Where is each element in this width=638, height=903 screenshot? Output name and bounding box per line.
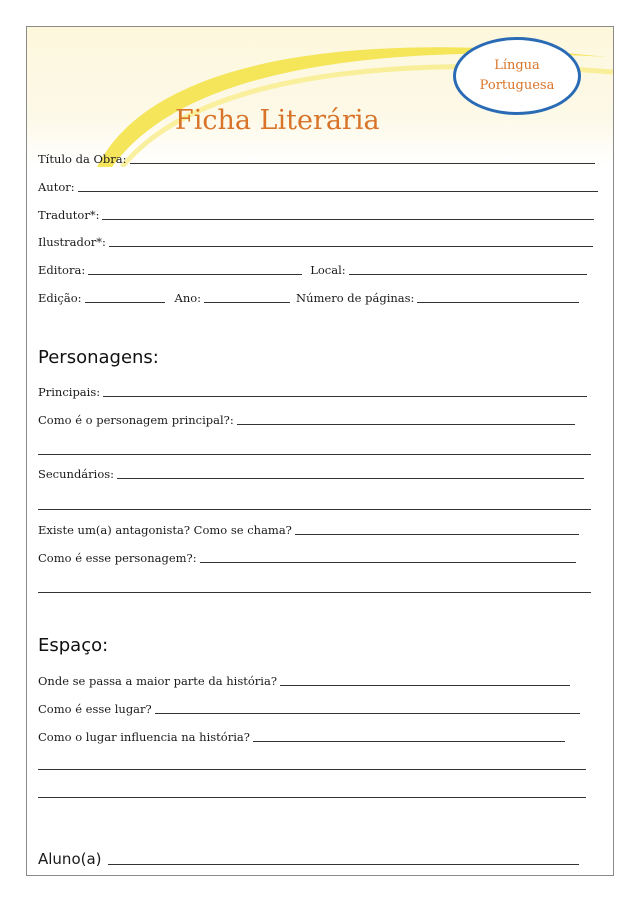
field-tradutor	[38, 208, 594, 222]
field-titulo-line[interactable]	[130, 163, 595, 164]
field-como-lugar-line[interactable]	[155, 713, 580, 714]
field-principais-line[interactable]	[103, 396, 587, 397]
field-secundarios-line[interactable]	[117, 478, 584, 479]
badge-line-1: Língua	[494, 58, 540, 73]
field-edicao-label: Edição:	[38, 291, 82, 305]
field-tradutor-line[interactable]	[102, 219, 594, 220]
field-como-esse-label: Como é esse personagem?:	[38, 551, 197, 565]
field-titulo-label: Título da Obra:	[38, 152, 127, 166]
field-antagonista	[38, 523, 579, 537]
field-onde	[38, 674, 570, 688]
field-aluno-line[interactable]	[108, 864, 579, 865]
field-secundarios	[38, 467, 584, 481]
field-autor	[38, 180, 598, 194]
field-ilustrador-line[interactable]	[109, 246, 593, 247]
field-titulo	[38, 152, 595, 166]
badge-line-2: Portuguesa	[479, 78, 555, 93]
field-como-lugar	[38, 702, 580, 716]
subject-badge	[453, 37, 581, 115]
field-tradutor-label: Tradutor*:	[38, 208, 100, 222]
field-principais	[38, 385, 587, 399]
field-autor-line[interactable]	[78, 191, 598, 192]
field-ilustrador	[38, 235, 593, 249]
field-como-lugar-label: Como é esse lugar?	[38, 702, 152, 716]
field-paginas-line[interactable]	[417, 302, 579, 303]
field-local-label: Local:	[310, 263, 346, 277]
field-editora-label: Editora:	[38, 263, 86, 277]
section-espaco-heading: Espaço:	[38, 635, 109, 656]
field-paginas-label: Número de páginas:	[296, 291, 415, 305]
field-ano-line[interactable]	[204, 302, 290, 303]
field-principais-label: Principais:	[38, 385, 101, 399]
blank-line-5[interactable]	[38, 797, 586, 798]
field-edicao-line[interactable]	[85, 302, 165, 303]
field-influencia	[38, 730, 565, 744]
field-edicao-ano-paginas	[38, 291, 579, 305]
field-aluno-label: Aluno(a)	[38, 850, 102, 868]
field-editora-line[interactable]	[88, 274, 302, 275]
blank-line-2[interactable]	[38, 509, 591, 510]
field-local-line[interactable]	[349, 274, 587, 275]
field-como-esse	[38, 551, 576, 565]
field-influencia-label: Como o lugar influencia na história?	[38, 730, 250, 744]
field-ano-label: Ano:	[174, 291, 202, 305]
field-aluno	[38, 850, 579, 868]
field-antagonista-line[interactable]	[295, 534, 579, 535]
field-como-principal-line[interactable]	[237, 424, 575, 425]
field-como-esse-line[interactable]	[200, 562, 576, 563]
field-editora-local	[38, 263, 587, 277]
field-como-principal	[38, 413, 575, 427]
field-onde-label: Onde se passa a maior parte da história?	[38, 674, 277, 688]
field-autor-label: Autor:	[38, 180, 75, 194]
blank-line-4[interactable]	[38, 769, 586, 770]
field-influencia-line[interactable]	[253, 741, 565, 742]
worksheet-page	[26, 26, 614, 876]
blank-line-3[interactable]	[38, 592, 591, 593]
blank-line-1[interactable]	[38, 454, 591, 455]
field-antagonista-label: Existe um(a) antagonista? Como se chama?	[38, 523, 292, 537]
page-title: Ficha Literária	[175, 105, 380, 136]
section-personagens-heading: Personagens:	[38, 347, 159, 368]
field-ilustrador-label: Ilustrador*:	[38, 235, 106, 249]
field-secundarios-label: Secundários:	[38, 467, 115, 481]
field-onde-line[interactable]	[280, 685, 570, 686]
field-como-principal-label: Como é o personagem principal?:	[38, 413, 234, 427]
